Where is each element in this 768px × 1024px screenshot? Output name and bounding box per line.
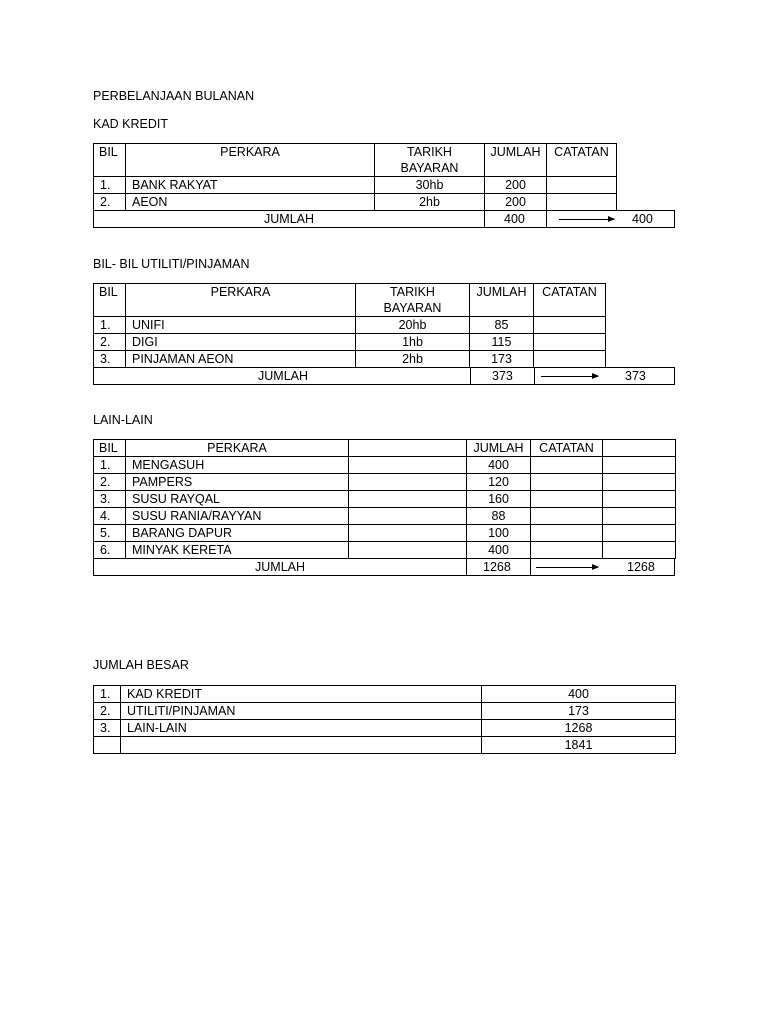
cell-jumlah: 200 xyxy=(485,194,547,211)
cell-catatan xyxy=(531,474,603,491)
cell-bil: 1. xyxy=(94,686,121,703)
section-heading-lain-lain: LAIN-LAIN xyxy=(93,413,153,427)
cell-bil: 1. xyxy=(94,457,126,474)
header-bil: BIL xyxy=(94,440,126,457)
cell-perkara: LAIN-LAIN xyxy=(121,720,482,737)
table-row xyxy=(94,457,676,474)
cell-bil: 1. xyxy=(94,177,126,194)
cell-tarikh: 2hb xyxy=(356,351,470,368)
cell-jumlah: 400 xyxy=(467,542,531,559)
cell-empty xyxy=(603,491,676,508)
table-kad-kredit xyxy=(93,143,617,211)
cell-catatan xyxy=(547,177,617,194)
cell-jumlah: 120 xyxy=(467,474,531,491)
cell-catatan xyxy=(531,525,603,542)
header-bil: BIL xyxy=(94,284,126,317)
cell-empty xyxy=(94,737,121,754)
cell-empty xyxy=(603,508,676,525)
cell-jumlah: 173 xyxy=(482,703,676,720)
header-jumlah: JUMLAH xyxy=(470,284,534,317)
cell-perkara: MINYAK KERETA xyxy=(126,542,349,559)
cell-bil: 4. xyxy=(94,508,126,525)
cell-empty xyxy=(603,474,676,491)
carry-value: 373 xyxy=(625,369,646,383)
total-row-kad-kredit xyxy=(93,210,675,228)
section-heading-kad-kredit: KAD KREDIT xyxy=(93,117,169,131)
table-row xyxy=(94,542,676,559)
cell-bil: 3. xyxy=(94,720,121,737)
section-heading-utiliti: BIL- BIL UTILITI/PINJAMAN xyxy=(93,257,250,271)
grand-total-value: 1841 xyxy=(482,737,676,754)
section-heading-jumlah-besar: JUMLAH BESAR xyxy=(93,658,189,672)
header-tarikh xyxy=(375,144,485,177)
cell-catatan xyxy=(531,508,603,525)
cell-bil: 6. xyxy=(94,542,126,559)
header-jumlah: JUMLAH xyxy=(485,144,547,177)
total-label: JUMLAH xyxy=(255,560,306,574)
cell-catatan xyxy=(547,194,617,211)
cell-jumlah: 1268 xyxy=(482,720,676,737)
cell-tarikh: 30hb xyxy=(375,177,485,194)
cell-empty xyxy=(603,457,676,474)
header-tarikh-line1: TARIKH xyxy=(390,285,435,299)
header-perkara: PERKARA xyxy=(126,284,356,317)
header-perkara: PERKARA xyxy=(126,144,375,177)
cell-perkara: PAMPERS xyxy=(126,474,349,491)
total-row-lain-lain xyxy=(93,558,675,576)
table-row xyxy=(94,508,676,525)
table-row xyxy=(94,334,606,351)
header-tarikh-line2: BAYARAN xyxy=(400,161,459,175)
cell-perkara: KAD KREDIT xyxy=(121,686,482,703)
cell-jumlah: 400 xyxy=(482,686,676,703)
cell-perkara: MENGASUH xyxy=(126,457,349,474)
total-label: JUMLAH xyxy=(264,212,315,226)
total-row-utiliti xyxy=(93,367,675,385)
page-title: PERBELANJAAN BULANAN xyxy=(93,89,255,103)
table-row xyxy=(94,177,617,194)
cell-catatan xyxy=(534,351,606,368)
cell-perkara: SUSU RANIA/RAYYAN xyxy=(126,508,349,525)
header-tarikh-line1: TARIKH xyxy=(407,145,452,159)
cell-empty xyxy=(603,525,676,542)
cell-bil: 2. xyxy=(94,334,126,351)
table-row xyxy=(94,491,676,508)
table-row xyxy=(94,720,676,737)
cell-jumlah: 115 xyxy=(470,334,534,351)
table-row xyxy=(94,351,606,368)
cell-empty xyxy=(349,508,467,525)
header-tarikh-line2: BAYARAN xyxy=(383,301,442,315)
cell-empty xyxy=(603,542,676,559)
table-row-grand-total xyxy=(94,737,676,754)
cell-catatan xyxy=(531,457,603,474)
cell-jumlah: 88 xyxy=(467,508,531,525)
arrow-icon xyxy=(559,219,614,220)
table-row xyxy=(94,686,676,703)
header-catatan: CATATAN xyxy=(534,284,606,317)
carry-value: 400 xyxy=(632,212,653,226)
cell-tarikh: 2hb xyxy=(375,194,485,211)
cell-perkara: UNIFI xyxy=(126,317,356,334)
total-label: JUMLAH xyxy=(258,369,309,383)
table-row xyxy=(94,703,676,720)
cell-bil: 1. xyxy=(94,317,126,334)
cell-bil: 3. xyxy=(94,351,126,368)
cell-bil: 2. xyxy=(94,703,121,720)
header-catatan: CATATAN xyxy=(531,440,603,457)
header-catatan: CATATAN xyxy=(547,144,617,177)
cell-tarikh: 20hb xyxy=(356,317,470,334)
cell-tarikh: 1hb xyxy=(356,334,470,351)
cell-catatan xyxy=(531,491,603,508)
total-value: 400 xyxy=(504,212,525,226)
cell-perkara: AEON xyxy=(126,194,375,211)
cell-perkara: SUSU RAYQAL xyxy=(126,491,349,508)
cell-jumlah: 400 xyxy=(467,457,531,474)
table-jumlah-besar xyxy=(93,685,676,754)
carry-value: 1268 xyxy=(627,560,655,574)
cell-perkara: DIGI xyxy=(126,334,356,351)
header-perkara: PERKARA xyxy=(126,440,349,457)
arrow-icon xyxy=(536,567,598,568)
cell-empty xyxy=(349,457,467,474)
total-value: 373 xyxy=(492,369,513,383)
table-lain-lain xyxy=(93,439,676,559)
cell-catatan xyxy=(534,317,606,334)
table-utiliti xyxy=(93,283,606,368)
header-empty xyxy=(603,440,676,457)
table-row xyxy=(94,317,606,334)
cell-empty xyxy=(121,737,482,754)
cell-bil: 3. xyxy=(94,491,126,508)
cell-jumlah: 100 xyxy=(467,525,531,542)
cell-perkara: UTILITI/PINJAMAN xyxy=(121,703,482,720)
cell-catatan xyxy=(534,334,606,351)
cell-jumlah: 173 xyxy=(470,351,534,368)
header-tarikh xyxy=(356,284,470,317)
total-value: 1268 xyxy=(483,560,511,574)
table-row xyxy=(94,194,617,211)
cell-bil: 2. xyxy=(94,474,126,491)
cell-jumlah: 85 xyxy=(470,317,534,334)
cell-empty xyxy=(349,542,467,559)
header-empty xyxy=(349,440,467,457)
cell-perkara: PINJAMAN AEON xyxy=(126,351,356,368)
cell-perkara: BARANG DAPUR xyxy=(126,525,349,542)
header-bil: BIL xyxy=(94,144,126,177)
cell-bil: 5. xyxy=(94,525,126,542)
cell-jumlah: 160 xyxy=(467,491,531,508)
cell-perkara: BANK RAKYAT xyxy=(126,177,375,194)
cell-empty xyxy=(349,474,467,491)
cell-bil: 2. xyxy=(94,194,126,211)
header-jumlah: JUMLAH xyxy=(467,440,531,457)
cell-catatan xyxy=(531,542,603,559)
cell-jumlah: 200 xyxy=(485,177,547,194)
arrow-icon xyxy=(541,376,598,377)
cell-empty xyxy=(349,525,467,542)
table-row xyxy=(94,525,676,542)
table-row xyxy=(94,474,676,491)
cell-empty xyxy=(349,491,467,508)
